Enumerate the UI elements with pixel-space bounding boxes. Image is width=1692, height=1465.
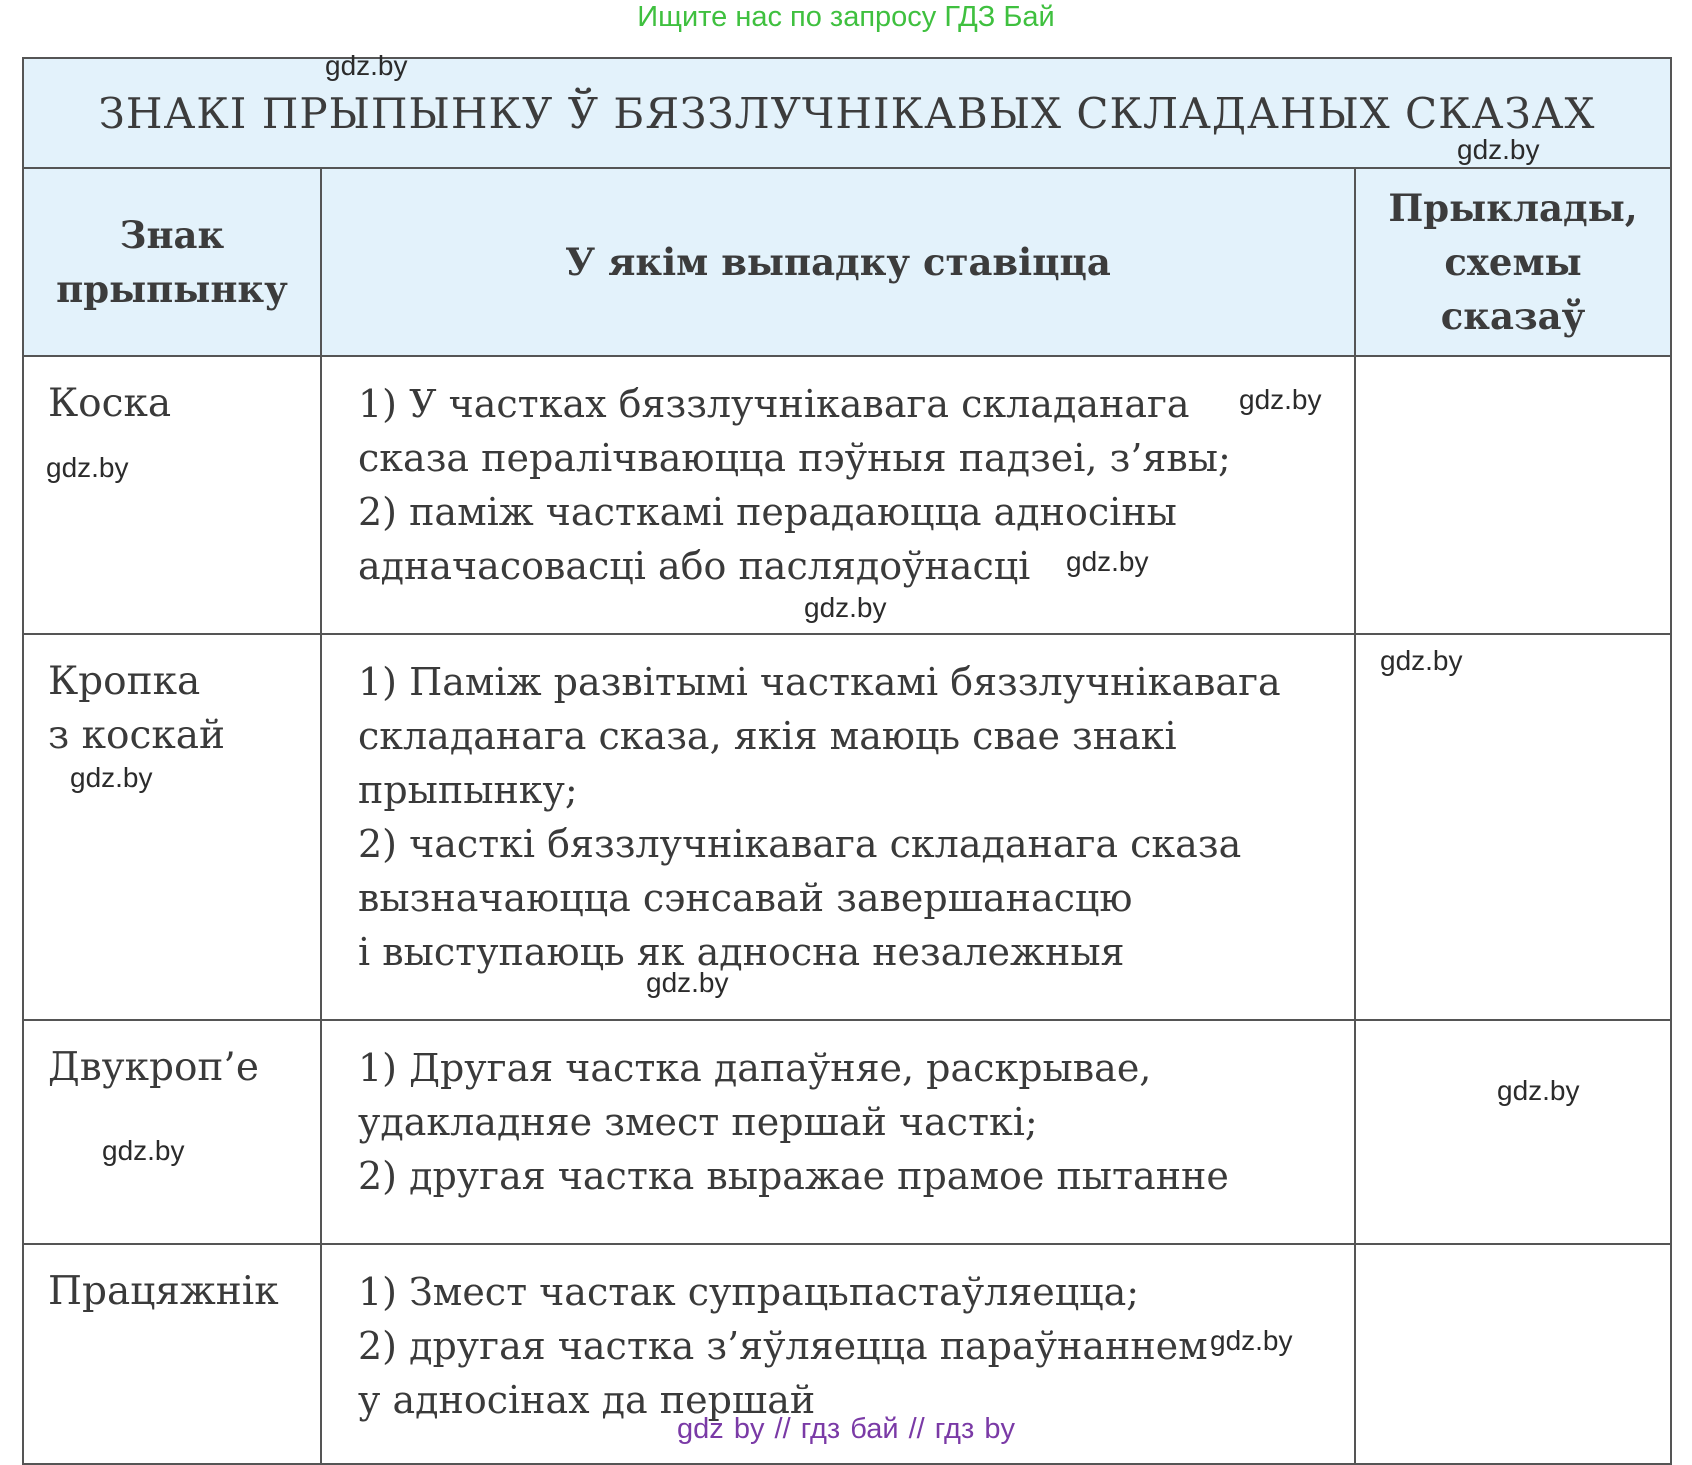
top-search-note: Ищите нас по запросу ГДЗ Бай [637, 1, 1055, 33]
sign-name: Кропка [48, 659, 201, 704]
table-row [23, 634, 1671, 1020]
punctuation-table [22, 57, 1672, 1465]
rule-line: вызначаюцца сэнсавай завершанасцю [358, 876, 1133, 920]
rule-line: 2) часткі бяззлучнікавага складанага сказа [358, 822, 1242, 866]
header-examples [1355, 168, 1671, 356]
watermark: gdz.by [1380, 645, 1463, 676]
table-row [23, 1020, 1671, 1244]
rule-line: 2) другая частка з’яўляецца параўнаннем [358, 1324, 1208, 1368]
watermark: gdz.by [1457, 134, 1540, 165]
sign-cell [23, 634, 321, 1020]
header-sign-line: Знак [119, 213, 225, 257]
sign-name: Двукроп’е [48, 1045, 259, 1090]
header-sign [23, 168, 321, 356]
sign-name: з коскай [48, 713, 225, 758]
sign-cell [23, 356, 321, 634]
examples-cell [1355, 356, 1671, 634]
footer-links: gdz by // гдз бай // гдз by [677, 1413, 1015, 1445]
watermark: gdz.by [102, 1135, 185, 1166]
rule-line: сказа пералічваюцца пэўныя падзеі, з’явы; [358, 436, 1231, 480]
rule-line: у адносінах да першай [358, 1378, 816, 1422]
rule-line: адначасовасці або паслядоўнасці [358, 544, 1031, 588]
header-sign-line: прыпынку [56, 267, 288, 311]
header-examples-line: Прыклады, [1388, 186, 1638, 230]
rule-line: 2) паміж часткамі перадаюцца адносіны [358, 490, 1177, 534]
rule-line: складанага сказа, якія маюць свае знакі [358, 714, 1177, 758]
rule-line: прыпынку; [358, 768, 578, 812]
watermark: gdz.by [46, 452, 129, 483]
rule-cell [321, 634, 1355, 1020]
watermark: gdz.by [1239, 384, 1322, 415]
watermark: gdz.by [1210, 1325, 1293, 1356]
rule-line: і выступаюць як адносна незалежныя [358, 930, 1125, 974]
rule-line: 1) Паміж развітымі часткамі бяззлучнікавага [358, 660, 1281, 704]
watermark: gdz.by [1497, 1075, 1580, 1106]
header-examples-line: сказаў [1440, 294, 1586, 338]
watermark: gdz.by [646, 967, 729, 998]
table-title: ЗНАКІ ПРЫПЫНКУ Ў БЯЗЗЛУЧНІКАВЫХ СКЛАДАНЫХ СКАЗАХ [23, 58, 1671, 168]
watermark: gdz.by [804, 592, 887, 623]
examples-cell [1355, 634, 1671, 1020]
sign-name: Працяжнік [48, 1269, 279, 1314]
watermark: gdz.by [1066, 546, 1149, 577]
sign-name: Коска [48, 381, 172, 426]
rule-line: удакладняе змест першай часткі; [358, 1100, 1038, 1144]
rule-line: 1) Змест частак супрацьпастаўляецца; [358, 1270, 1140, 1314]
header-usage [321, 168, 1355, 356]
sign-cell [23, 1020, 321, 1244]
header-examples-line: схемы [1444, 240, 1582, 284]
watermark: gdz.by [325, 50, 408, 81]
rule-cell [321, 1020, 1355, 1244]
watermark: gdz.by [70, 762, 153, 793]
examples-cell [1355, 1020, 1671, 1244]
rule-line: 1) Другая частка дапаўняе, раскрывае, [358, 1046, 1152, 1090]
rule-line: 2) другая частка выражае прамое пытанне [358, 1154, 1229, 1198]
header-usage-line: У якім выпадку ставіцца [565, 240, 1111, 284]
rule-line: 1) У частках бяззлучнікавага складанага [358, 382, 1190, 426]
